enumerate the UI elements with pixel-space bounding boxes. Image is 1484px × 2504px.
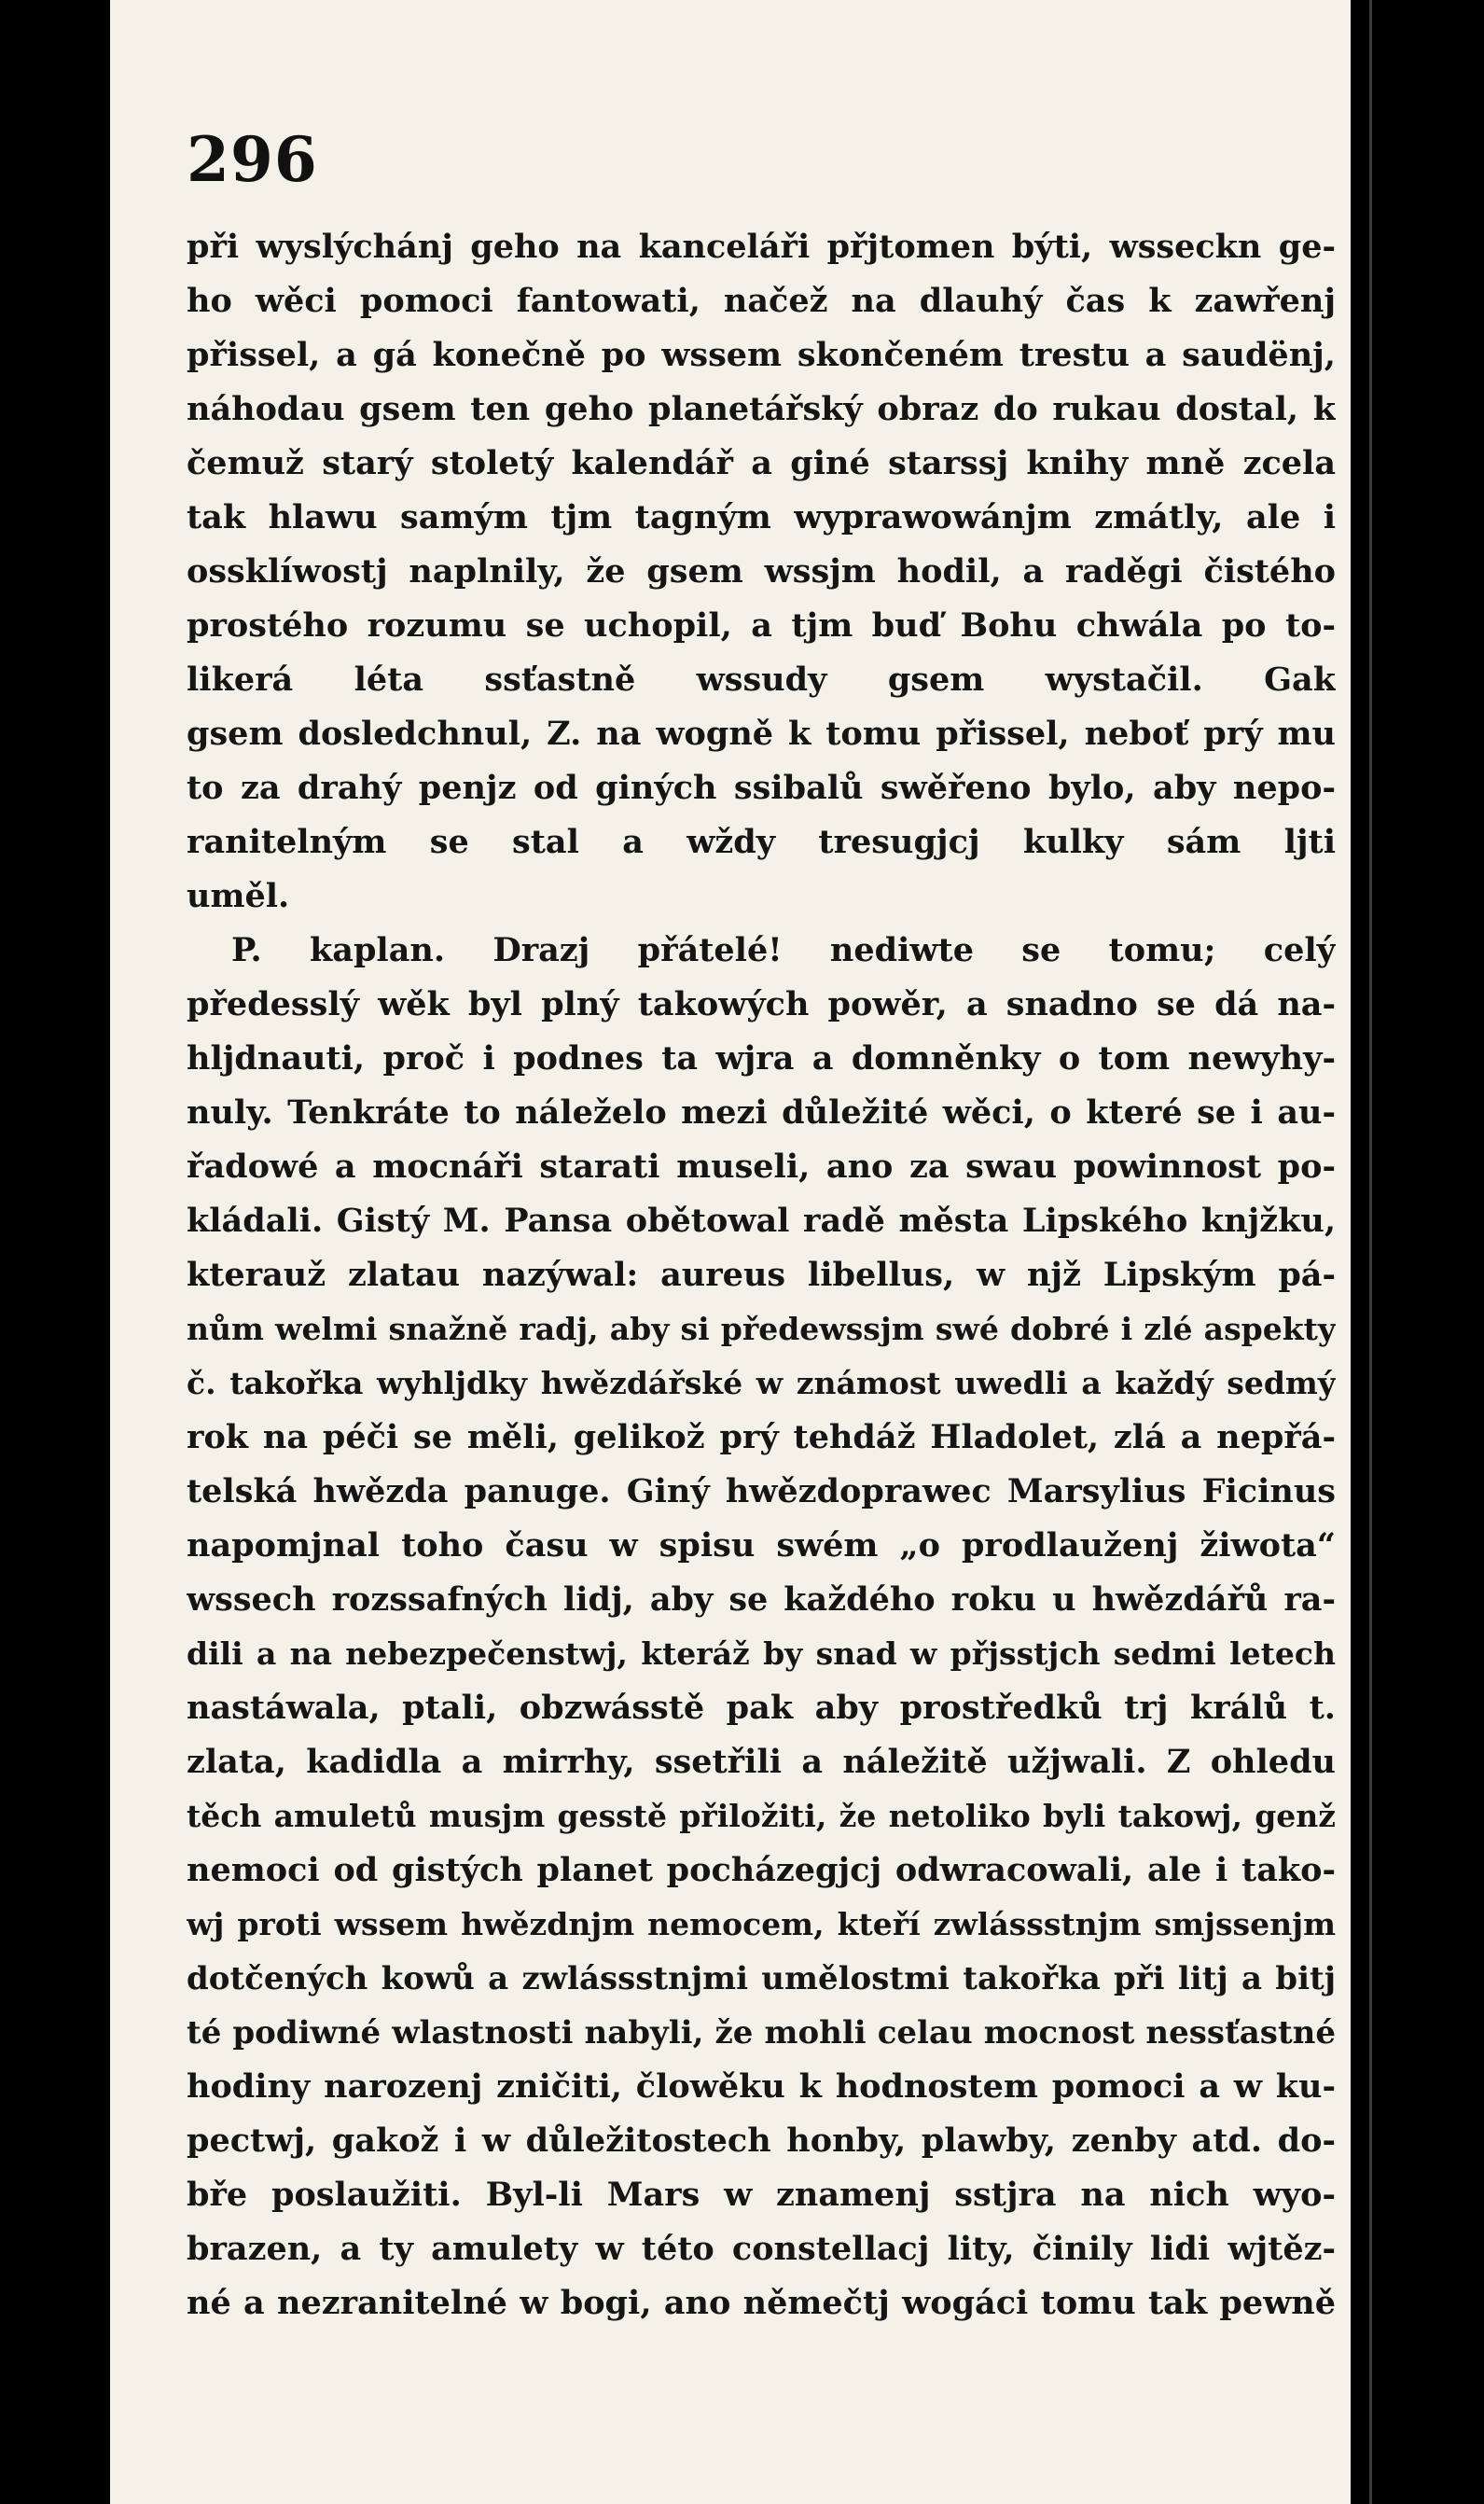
text-line: nuly. Tenkráte to náleželo mezi důležité wěci, o které se i au-	[187, 1093, 1336, 1132]
text-line: č. takořka wyhljdky hwězdářské w známost uwedli a každý sedmý	[187, 1365, 1336, 1401]
text-line: wj proti wssem hwězdnjm nemocem, kteří zwlássstnjm smjssenjm	[187, 1906, 1336, 1942]
text-line: ranitelným se stal a wždy tresugjcj kulky sám ljti	[187, 823, 1336, 861]
text-line: čemuž starý stoletý kalendář a giné starssj knihy mně zcela	[187, 444, 1336, 482]
text-line: kterauž zlatau nazýwal: aureus libellus, w njž Lipským pá-	[187, 1256, 1336, 1294]
text-line: nemoci od gistých planet pocházegjcj odwracowali, ale i tako-	[187, 1851, 1336, 1889]
text-line: zlata, kadidla a mirrhy, ssetřili a náležitě užjwali. Z ohledu	[187, 1743, 1336, 1781]
text-line: P. kaplan. Drazj přátelé! nediwte se tomu; celý	[231, 931, 1336, 969]
text-line: prostého rozumu se uchopil, a tjm buď Bohu chwála po to-	[187, 606, 1336, 645]
text-line: brazen, a ty amulety w této constellacj lity, činily lidi wjtěz-	[187, 2230, 1336, 2268]
text-line: telská hwězda panuge. Giný hwězdoprawec Marsylius Ficinus	[187, 1472, 1336, 1510]
text-line: nastáwala, ptali, obzwásstě pak aby prostředků trj králů t.	[187, 1689, 1336, 1727]
text-line: náhodau gsem ten geho planetářský obraz do rukau dostal, k	[187, 390, 1336, 428]
text-line: přissel, a gá konečně po wssem skončeném trestu a saudënj,	[187, 336, 1336, 374]
text-line: rok na péči se měli, gelikož prý tehdáž Hladolet, zlá a nepřá-	[187, 1418, 1336, 1456]
text-line: bře poslaužiti. Byl-li Mars w znamenj sstjra na nich wyo-	[187, 2176, 1336, 2214]
page-edge-line	[1369, 0, 1372, 2504]
text-line: ho wěci pomoci fantowati, načež na dlauhý čas k zawřenj	[187, 282, 1336, 320]
page-number: 296	[187, 123, 318, 196]
text-line: wssech rozssafných lidj, aby se každého roku u hwězdářů ra-	[187, 1580, 1336, 1619]
text-line: kládali. Gistý M. Pansa obětowal radě města Lipského knjžku,	[187, 1202, 1336, 1240]
text-line: napomjnal toho času w spisu swém „o prodlauženj žiwota“	[187, 1526, 1336, 1565]
text-line: těch amuletů musjm gesstě přiložiti, že netoliko byli takowj, genž	[187, 1798, 1336, 1834]
text-line: gsem dosledchnul, Z. na wogně k tomu přissel, neboť prý mu	[187, 715, 1336, 753]
text-line: předesslý wěk byl plný takowých powěr, a snadno se dá na-	[187, 985, 1336, 1023]
text-line: dili a na nebezpečenstwj, kteráž by snad w přjsstjch sedmi letech	[187, 1635, 1336, 1672]
text-line: řadowé a mocnáři starati museli, ano za swau powinnost po-	[187, 1148, 1336, 1186]
text-line: tak hlawu samým tjm tagným wyprawowánjm zmátly, ale i	[187, 498, 1336, 536]
text-line: hodiny narozenj zničiti, člowěku k hodnostem pomoci a w ku-	[187, 2067, 1336, 2106]
text-line: likerá léta ssťastně wssudy gsem wystačil. Gak	[187, 661, 1336, 699]
text-line: nům welmi snažně radj, aby si předewssjm swé dobré i zlé aspekty	[187, 1311, 1336, 1347]
text-line: ossklíwostj naplnily, že gsem wssjm hodil, a raděgi čistého	[187, 552, 1336, 591]
text-line: té podiwné wlastnosti nabyli, že mohli celau mocnost nessťastné	[187, 2014, 1336, 2052]
body-text	[187, 220, 1336, 2330]
text-line: uměl.	[187, 877, 290, 915]
text-line: dotčených kowů a zwlássstnjmi umělostmi takořka při litj a bitj	[187, 1960, 1336, 1997]
text-line: né a nezranitelné w bogi, ano němečtj wogáci tomu tak pewně	[187, 2284, 1336, 2322]
text-line: při wyslýchánj geho na kanceláři přjtomen býti, wsseckn ge-	[187, 228, 1336, 266]
text-line: to za drahý penjz od giných ssibalů swěřeno bylo, aby nepo-	[187, 769, 1336, 807]
text-line: hljdnauti, proč i podnes ta wjra a domněnky o tom newyhy-	[187, 1039, 1336, 1078]
text-line: pectwj, gakož i w důležitostech honby, plawby, zenby atd. do-	[187, 2121, 1336, 2160]
